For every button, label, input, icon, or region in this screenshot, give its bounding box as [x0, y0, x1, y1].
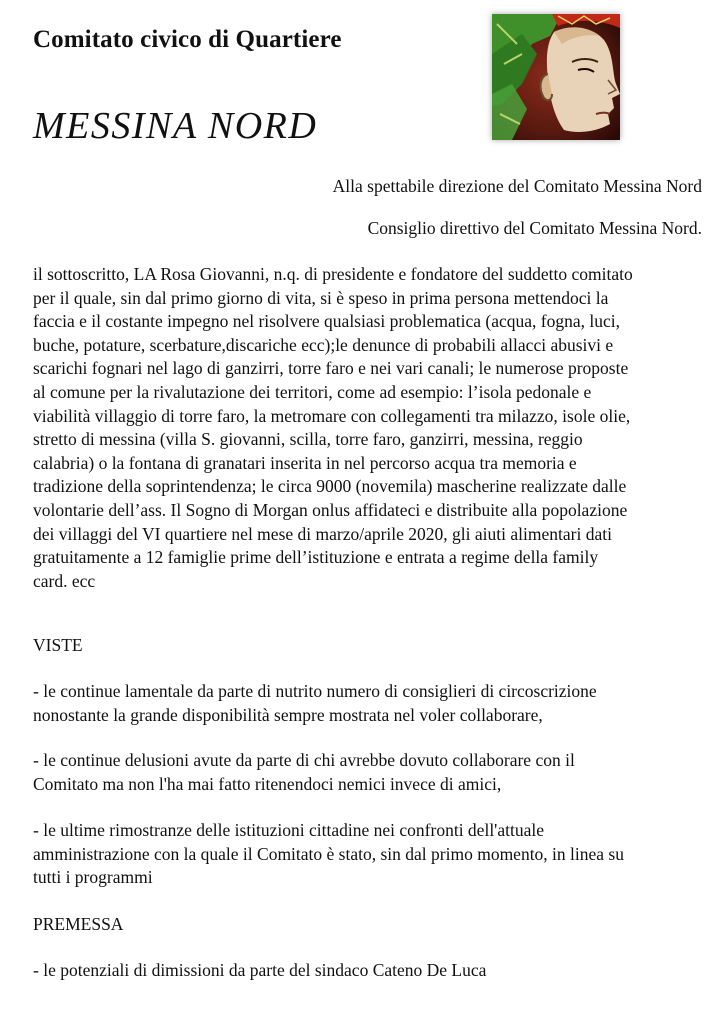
text-line: tutti i programmi: [33, 867, 153, 888]
text-line: buche, potature, scerbature,discariche ecc);le denunce di probabili allacci abusivi e: [33, 334, 614, 355]
text-line: gratuitamente a 12 famiglie prime dell’istituzione e entrata a regime della family: [33, 547, 599, 568]
text-line: card. ecc: [33, 570, 96, 591]
premessa-heading: PREMESSA: [33, 914, 124, 934]
text-line: nonostante la grande disponibilità sempre mostrata nel voler collaborare,: [33, 704, 543, 725]
text-line: scarichi fognari nel lago di ganzirri, torre faro e nei vari canali; le numerose proposte: [33, 358, 629, 379]
text-line: - le continue lamentale da parte di nutrito numero di consiglieri di circoscrizione: [33, 681, 597, 701]
text-line: il sottoscritto, LA Rosa Giovanni, n.q. di presidente e fondatore del suddetto comitato: [33, 264, 633, 284]
text-line: Comitato ma non l'ha mai fatto ritenendoci nemici invece di amici,: [33, 773, 502, 794]
premessa-item: [33, 959, 703, 983]
text-line: per il quale, sin dal primo giorno di vita, si è speso in prima persona mettendoci la: [33, 287, 609, 308]
text-line: calabria) o la fontana di granatari inserita in nel percorso acqua tra memoria e: [33, 452, 577, 473]
addressee-council: Consiglio direttivo del Comitato Messina Nord.: [367, 218, 702, 238]
committee-name: MESSINA NORD: [33, 105, 318, 147]
organization-title: Comitato civico di Quartiere: [33, 26, 342, 53]
text-line: dei villaggi del VI quartiere nel mese di marzo/aprile 2020, gli aiuti alimentari dati: [33, 523, 612, 544]
text-line: volontarie dell’ass. Il Sogno di Morgan onlus affidateci e distribuite alla popolazione: [33, 499, 628, 520]
viste-item: [33, 680, 703, 727]
text-line: - le continue delusioni avute da parte di chi avrebbe dovuto collaborare con il: [33, 750, 575, 770]
text-line: stretto di messina (villa S. giovanni, scilla, torre faro, ganzirri, messina, reggio: [33, 429, 583, 450]
letter-intro: [33, 263, 703, 593]
addressee-direction: Alla spettabile direzione del Comitato Messina Nord: [332, 176, 702, 196]
text-line: tradizione della soprintendenza; le circa 9000 (novemila) mascherine realizzate dalle: [33, 476, 627, 497]
text-line: - le potenziali di dimissioni da parte del sindaco Cateno De Luca: [33, 960, 487, 980]
text-line: viabilità villaggio di torre faro, la metromare con collegamenti tra milazzo, isole olie,: [33, 405, 631, 426]
text-line: faccia e il costante impegno nel risolvere qualsiasi problematica (acqua, fogna, luci,: [33, 311, 620, 332]
viste-heading: VISTE: [33, 635, 83, 655]
text-line: amministrazione con la quale il Comitato è stato, sin dal primo momento, in linea su: [33, 843, 624, 864]
profile-portrait-logo-icon: [492, 14, 620, 140]
viste-item: [33, 819, 703, 890]
text-line: - le ultime rimostranze delle istituzioni cittadine nei confronti dell'attuale: [33, 820, 544, 840]
viste-item: [33, 749, 703, 796]
text-line: al comune per la rivalutazione dei territori, come ad esempio: l’isola pedonale e: [33, 381, 592, 402]
